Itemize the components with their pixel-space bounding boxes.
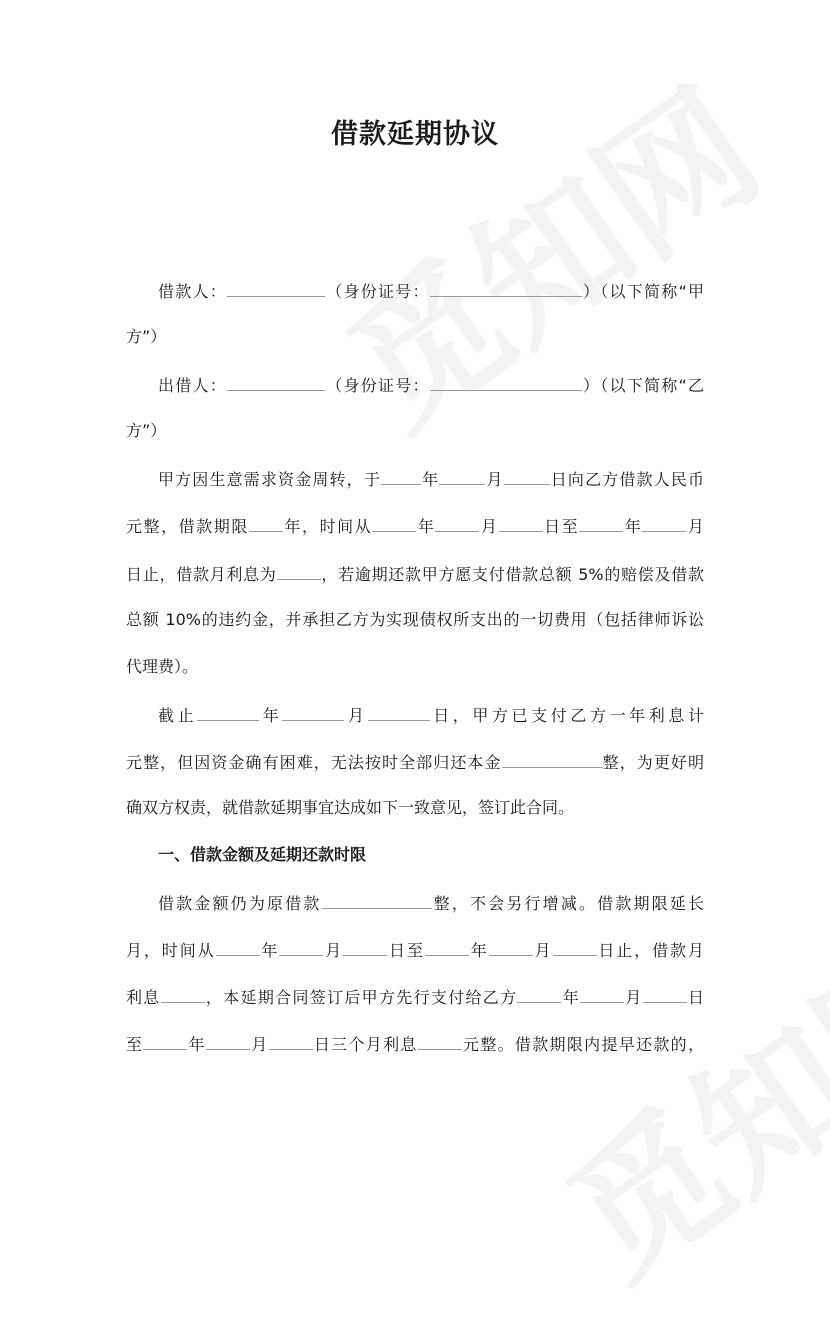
date-blank[interactable] bbox=[343, 937, 387, 956]
text-line: 总额 10%的违约金，并承担乙方为实现债权所支出的一切费用（包括律师诉讼 bbox=[126, 610, 704, 629]
date-blank[interactable] bbox=[425, 937, 469, 956]
text-line: 方”） bbox=[126, 421, 167, 440]
text-line: 日止，借款月利息为 ，若逾期还款甲方愿支付借款总额 5%的赔偿及借款 bbox=[126, 561, 704, 587]
interest-blank[interactable] bbox=[277, 561, 321, 580]
date-blank[interactable] bbox=[143, 1031, 187, 1050]
text-line: 元整，但因资金确有困难，无法按时全部归还本金 整，为更好明 bbox=[126, 749, 704, 775]
borrower-id-blank[interactable] bbox=[430, 278, 582, 297]
date-blank[interactable] bbox=[517, 984, 561, 1003]
term-blank[interactable] bbox=[249, 513, 283, 532]
text-line: 截止 年 月 日，甲方已支付乙方一年利息计 bbox=[126, 702, 704, 728]
text-line: 方”） bbox=[126, 327, 167, 346]
interest-blank[interactable] bbox=[161, 984, 205, 1003]
date-blank[interactable] bbox=[579, 513, 623, 532]
text-line: 元整，借款期限 年，时间从 年 月 日至 年 月 bbox=[126, 513, 704, 539]
date-blank[interactable] bbox=[504, 466, 550, 485]
borrower-line: 借款人： （身份证号： ）（以下简称“甲 bbox=[126, 278, 704, 304]
date-blank[interactable] bbox=[489, 937, 533, 956]
text-line: 月，时间从 年 月 日至 年 月 日止，借款月 bbox=[126, 937, 704, 963]
date-blank[interactable] bbox=[279, 937, 323, 956]
lender-id-blank[interactable] bbox=[430, 372, 582, 391]
amount-blank[interactable] bbox=[418, 1031, 462, 1050]
text-line: 至 年 月 日三个月利息 元整。借款期限内提早还款的， bbox=[126, 1031, 704, 1057]
date-blank[interactable] bbox=[206, 1031, 250, 1050]
watermark bbox=[300, 32, 793, 467]
date-blank[interactable] bbox=[372, 513, 416, 532]
date-blank[interactable] bbox=[439, 466, 485, 485]
text-line: 借款金额仍为原借款 整，不会另行增减。借款期限延长 bbox=[126, 890, 704, 916]
date-blank[interactable] bbox=[580, 984, 624, 1003]
section-heading: 一、借款金额及延期还款时限 bbox=[158, 845, 367, 864]
borrower-name-blank[interactable] bbox=[227, 278, 325, 297]
date-blank[interactable] bbox=[381, 466, 421, 485]
date-blank[interactable] bbox=[282, 702, 344, 721]
text-line: 利息 ，本延期合同签订后甲方先行支付给乙方 年 月 日 bbox=[126, 984, 704, 1010]
date-blank[interactable] bbox=[435, 513, 479, 532]
date-blank[interactable] bbox=[216, 937, 260, 956]
page-title: 借款延期协议 bbox=[331, 119, 499, 150]
text-line: 甲方因生意需求资金周转，于 年 月 日向乙方借款人民币 bbox=[126, 466, 704, 492]
date-blank[interactable] bbox=[643, 984, 687, 1003]
date-blank[interactable] bbox=[553, 937, 597, 956]
date-blank[interactable] bbox=[499, 513, 543, 532]
loan-amount-blank[interactable] bbox=[322, 890, 432, 909]
text-line: 代理费）。 bbox=[126, 657, 199, 676]
date-blank[interactable] bbox=[368, 702, 430, 721]
date-blank[interactable] bbox=[197, 702, 259, 721]
text-line: 确双方权责，就借款延期事宜达成如下一致意见，签订此合同。 bbox=[126, 798, 575, 817]
date-blank[interactable] bbox=[269, 1031, 313, 1050]
lender-name-blank[interactable] bbox=[227, 372, 325, 391]
principal-blank[interactable] bbox=[502, 749, 602, 768]
lender-line: 出借人： （身份证号： ）（以下简称“乙 bbox=[126, 372, 704, 398]
date-blank[interactable] bbox=[642, 513, 686, 532]
